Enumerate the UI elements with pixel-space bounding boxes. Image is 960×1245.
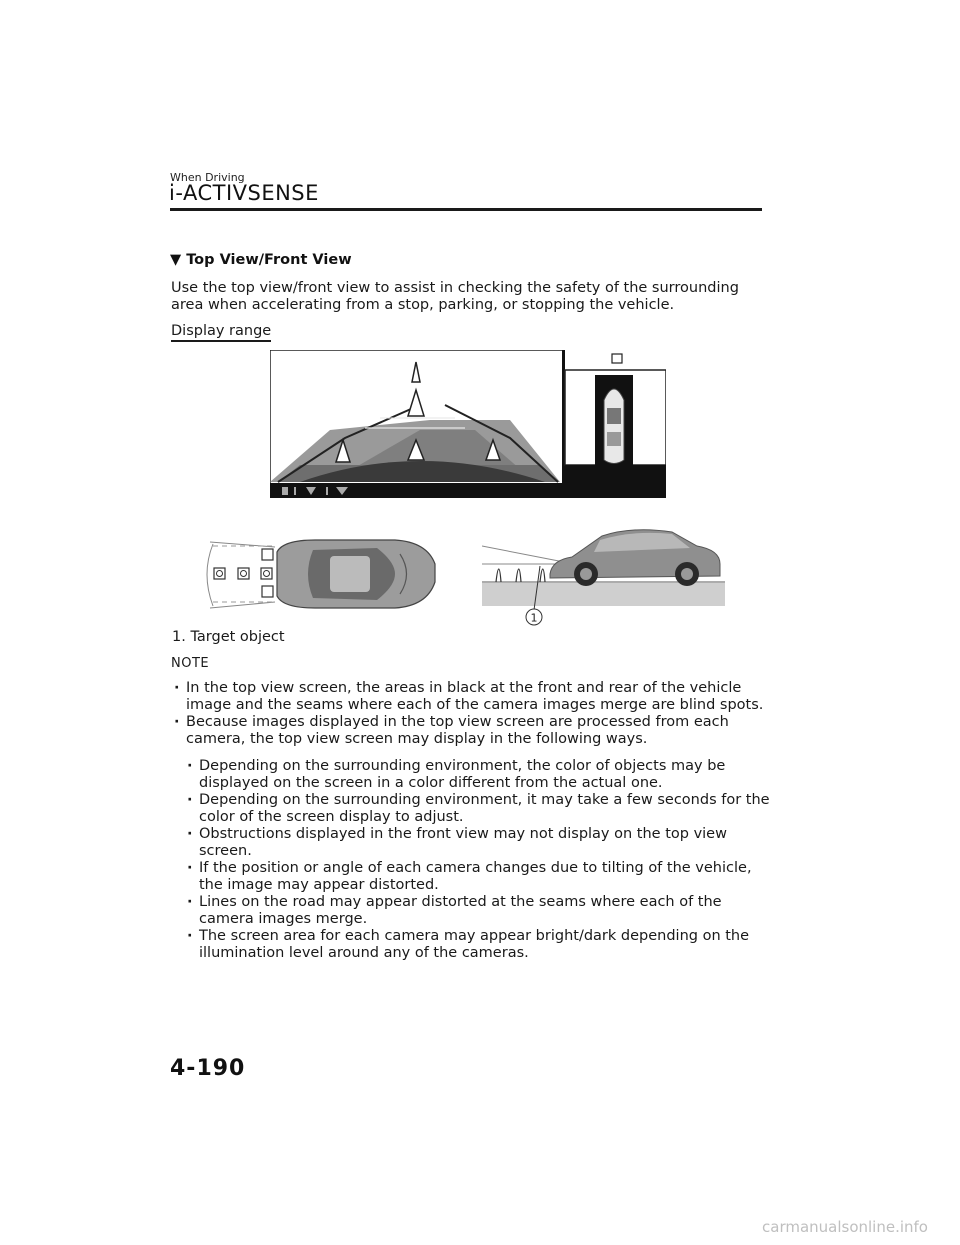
camera-icon xyxy=(612,354,622,363)
intro-paragraph: Use the top view/front view to assist in checking the safety of the surrounding area when accelerating from a stop, parking, or stopping the vehicle. xyxy=(171,280,739,313)
heading-title: Top View/Front View xyxy=(186,252,352,268)
heading-marker-icon: ▼ xyxy=(170,252,182,268)
figure-caption: 1. Target object xyxy=(172,629,285,645)
watermark: carmanualsonline.info xyxy=(762,1218,928,1236)
note-sub-item: · Obstructions displayed in the front view may not display on the top view screen. xyxy=(185,826,770,860)
note-sub-item: · If the position or angle of each camera changes due to tilting of the vehicle, the image may appear distorted. xyxy=(185,860,770,894)
header-rule xyxy=(170,208,762,211)
side-view-vehicle-illustration xyxy=(482,524,727,629)
callout-number: 1 xyxy=(530,611,538,625)
note-list xyxy=(172,680,764,748)
note-sub-item: · Depending on the surrounding environment, it may take a few seconds for the color of the screen display to adjust. xyxy=(185,792,770,826)
display-range-label: Display range xyxy=(171,323,271,342)
monitor-display-illustration xyxy=(270,350,666,498)
note-item: · In the top view screen, the areas in black at the front and rear of the vehicle image and the seams where each of the camera images merge are blind spots. xyxy=(172,680,764,714)
subsection-heading xyxy=(170,252,352,268)
section-label: When Driving xyxy=(170,171,245,184)
page-number: 4-190 xyxy=(170,1056,246,1081)
note-label: NOTE xyxy=(171,656,210,671)
top-view-vehicle-illustration xyxy=(205,522,440,614)
note-sub-item: · The screen area for each camera may appear bright/dark depending on the illumination level around any of the cameras. xyxy=(185,928,770,962)
note-item: · Because images displayed in the top view screen are processed from each camera, the top view screen may display in the following ways. xyxy=(172,714,764,748)
note-sub-list xyxy=(185,758,770,962)
chapter-title: i-ACTIVSENSE xyxy=(169,181,319,205)
note-sub-item: · Lines on the road may appear distorted at the seams where each of the camera images merge. xyxy=(185,894,770,928)
note-sub-item: · Depending on the surrounding environment, the color of objects may be displayed on the screen in a color different from the actual one. xyxy=(185,758,770,792)
